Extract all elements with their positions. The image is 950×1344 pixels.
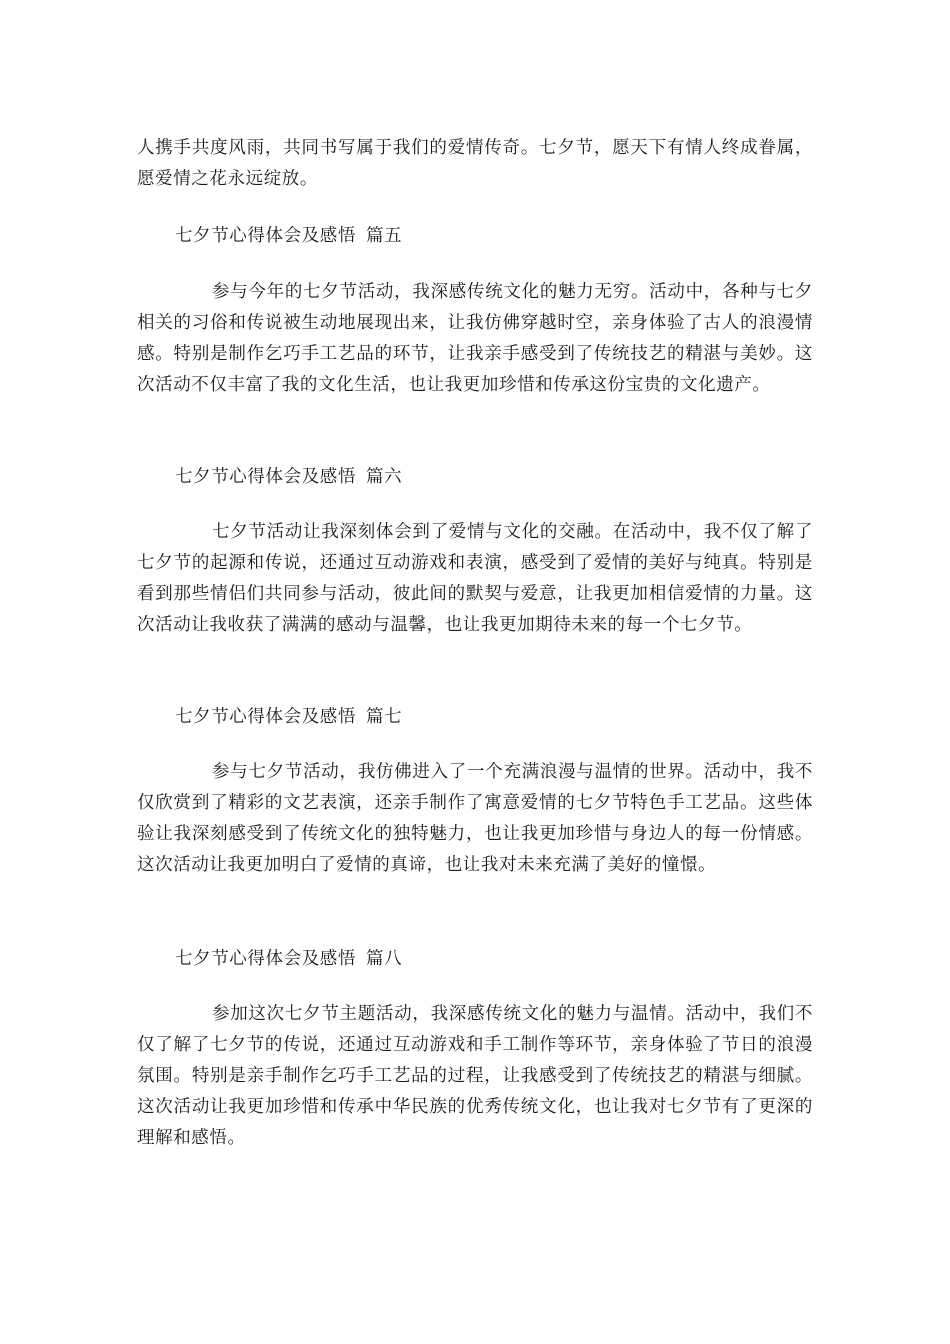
section-body-5: 参与今年的七夕节活动，我深感传统文化的魅力无穷。活动中，各种与七夕相关的习俗和传说被生动地展现出来，让我仿佛穿越时空，亲身体验了古人的浪漫情感。特别是制作乞巧手工艺品的环节，让我亲手感受到了传统技艺的精湛与美妙。这次活动不仅丰富了我的文化生活，也让我更加珍惜和传承这份宝贵的文化遗产。 (137, 282, 813, 395)
section-body-7: 参与七夕节活动，我仿佛进入了一个充满浪漫与温情的世界。活动中，我不仅欣赏到了精彩的文艺表演，还亲手制作了寓意爱情的七夕节特色手工艺品。这些体验让我深刻感受到了传统文化的独特魅力，也让我更加珍惜与身边人的每一份情感。这次活动让我更加明白了爱情的真谛，也让我对未来充满了美好的憧憬。 (137, 762, 813, 875)
section-body-6: 七夕节活动让我深刻体会到了爱情与文化的交融。在活动中，我不仅了解了七夕节的起源和传说，还通过互动游戏和表演，感受到了爱情的美好与纯真。特别是看到那些情侣们共同参与活动，彼此间的默契与爱意，让我更加相信爱情的力量。这次活动让我收获了满满的感动与温馨，也让我更加期待未来的每一个七夕节。 (137, 522, 813, 635)
section-title: 七夕节心得体会及感悟 (175, 949, 356, 969)
intro-continuation-paragraph: 人携手共度风雨，共同书写属于我们的爱情传奇。七夕节，愿天下有情人终成眷属，愿爱情之花永远绽放。 (137, 138, 813, 189)
section-title: 七夕节心得体会及感悟 (175, 467, 356, 487)
section-title: 七夕节心得体会及感悟 (175, 707, 356, 727)
section-number: 篇五 (366, 226, 403, 246)
section-number: 篇七 (366, 707, 403, 727)
section-heading-6 (175, 462, 402, 493)
section-heading-7 (175, 702, 402, 733)
section-number: 篇八 (366, 949, 403, 969)
section-heading-5 (175, 221, 402, 252)
section-body-8: 参加这次七夕节主题活动，我深感传统文化的魅力与温情。活动中，我们不仅了解了七夕节的传说，还通过互动游戏和手工制作等环节，亲身体验了节日的浪漫氛围。特别是亲手制作乞巧手工艺品的过程，让我感受到了传统技艺的精湛与细腻。这次活动让我更加珍惜和传承中华民族的优秀传统文化，也让我对七夕节有了更深的理解和感悟。 (137, 1004, 813, 1148)
section-number: 篇六 (366, 467, 403, 487)
section-heading-8 (175, 944, 402, 975)
section-title: 七夕节心得体会及感悟 (175, 226, 356, 246)
